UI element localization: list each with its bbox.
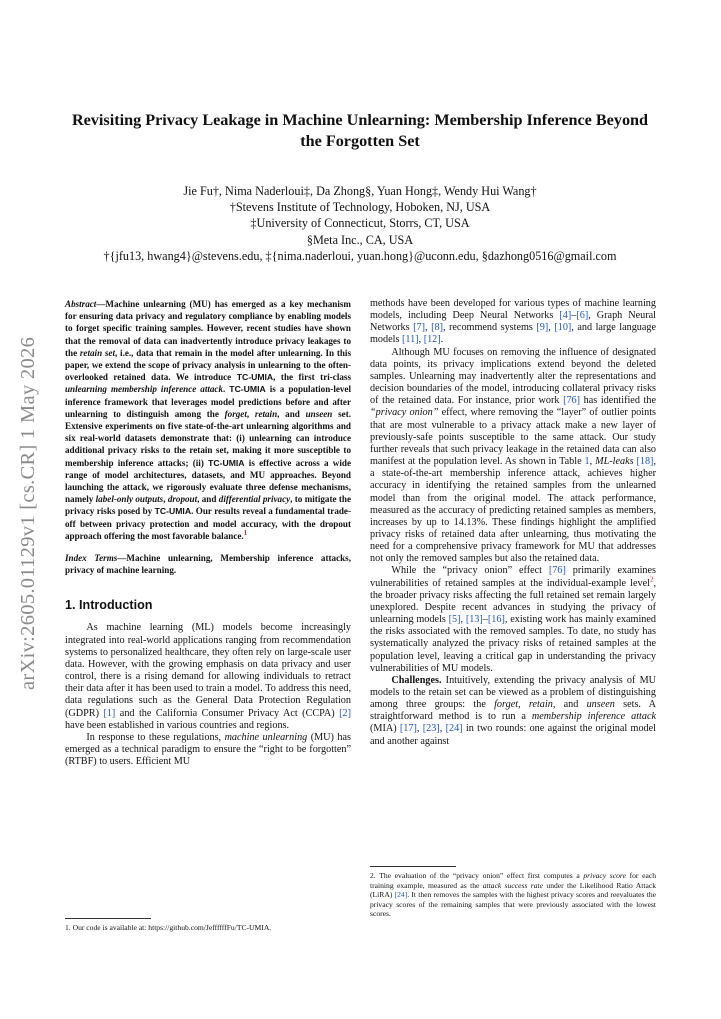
footnote-rule — [65, 918, 151, 919]
intro-paragraph-2-continued: methods have been developed for various types of machine learning models, including Deep Neural Networks [4]–[6], Graph Neural Networks [7], [8], recommend systems [9], [10], and large language models [11], [12]. — [370, 298, 657, 346]
intro-paragraph-2: In response to these regulations, machine unlearning (MU) has emerged as a technical paradigm to ensure the “right to be forgotten” (RTBF) to users. Efficient MU — [65, 731, 351, 768]
footnote-1-block — [65, 918, 351, 933]
index-terms — [65, 552, 351, 576]
author-block — [60, 183, 660, 264]
section-heading-introduction: 1. Introduction — [65, 598, 153, 613]
abstract — [65, 298, 351, 542]
right-column — [370, 298, 656, 748]
intro-paragraph-1: As machine learning (ML) models become increasingly integrated into real-world applications ranging from recommendation systems to personalized healthcare, they often rely on large-scale user data. However, with the growing emphasis on data privacy and user control, there is a rising demand for allowing individuals to retract their data after it has been used to train a model. To address this need, data regulations such as the General Data Protection Regulation (GDPR) [1] and the California Consumer Privacy Act (CCPA) [2] have been established in various countries and regions. — [65, 622, 351, 731]
abstract-body: —Machine unlearning (MU) has emerged as a key mechanism for ensuring data privacy and regulatory compliance by enabling models to forget specific training samples. However, recent studies have shown that the removal of data can inadvertently introduce privacy leakages to the retain set, i.e., data that remain in the model after unlearning. In this paper, we extend the scope of privacy analysis in unlearning to the often-overlooked retained data. We introduce TC-UMIA, the first tri-class unlearning membership inference attack. TC-UMIA is a population-level inference framework that leverages model predictions before and after unlearning to distinguish among the forget, retain, and unseen set. Extensive experiments on five state-of-the-art unlearning algorithms and six real-world datasets demonstrate that: (i) unlearning can introduce additional privacy risks to the retain set, making it more susceptible to membership inference attacks; (ii) TC-UMIA is effective across a wide range of model architectures, datasets, and MU approaches. Beyond launching the attack, we rigorously evaluate three defense mechanisms, namely label-only outputs, dropout, and differential privacy, to mitigate the privacy risks posed by TC-UMIA. Our results reveal a fundamental trade-off between privacy protection and model accuracy, with the dropout approach offering the most favorable balance.$^1$ — [65, 299, 352, 541]
left-column — [65, 298, 351, 768]
affiliation-stevens: †Stevens Institute of Technology, Hoboken, NJ, USA — [229, 200, 491, 215]
author-emails: †{jfu13, hwang4}@stevens.edu, ‡{nima.naderloui, yuan.hong}@uconn.edu, §dazhong0516@gmail.com — [103, 248, 617, 263]
abstract-lead: Abstract — [65, 299, 97, 309]
footnote-rule — [370, 866, 456, 867]
intro-paragraph-4: While the “privacy onion” effect [76] primarily examines vulnerabilities of retained samples at the individual-example level$^2$, the broader privacy risks affecting the full retained set remain largely unexplored. Despite recent advances in studying the privacy of unlearning models [5], [13]–[16], existing work has mainly examined the risks associated with the removed samples. To date, no study has systematically analyzed the privacy risks of retained samples at the population level, leaving a critical gap in understanding the privacy vulnerabilities of MU models. — [370, 565, 657, 674]
footnote-2: 2. The evaluation of the “privacy onion” effect first computes a privacy score for each training example, measured as the attack success rate under the Likelihood Ratio Attack (LiRA) [24]. It then removes the samples with the highest privacy scores and reevaluates the privacy scores of the remaining samples that were previously associated with the lowest scores. — [370, 871, 657, 918]
intro-paragraph-3: Although MU focuses on removing the influence of designated data points, its privacy implications extend beyond the deleted samples. Unlearning may inadvertently alter the representations and decision boundaries of the model, introducing collateral privacy risks of the retained data. For instance, prior work [76] has identified the “privacy onion” effect, where removing the “layer” of outlier points that are most vulnerable to a privacy attack make a new layer of previously-safe points susceptible to the same attack. Our study further reveals that such privacy leakage in the retained data can also manifest at the population level. As shown in Table 1, ML-leaks [18], a state-of-the-art membership inference attack, achieves higher accuracy in identifying the retained samples from the unlearned model than from the original model. The attack performance, measured as the accuracy of predicting retained samples as members, increases by up to 14.13%. These findings highlight the amplified privacy risks of retained data after unlearning, thus motivating the need for a comprehensive privacy framework for MU that addresses not only the removed samples but also the retained data. — [370, 346, 656, 565]
footnote-2-block — [370, 866, 656, 919]
paper-title: Revisiting Privacy Leakage in Machine Unlearning: Membership Inference Beyond the Forgotten Set — [71, 111, 649, 150]
index-terms-body: —Machine unlearning, Membership inference attacks, privacy of machine learning. — [65, 553, 351, 576]
affiliation-meta: §Meta Inc., CA, USA — [306, 232, 414, 247]
affiliation-uconn: ‡University of Connecticut, Storrs, CT, USA — [250, 216, 470, 231]
index-terms-lead: Index Terms — [65, 553, 118, 564]
footnote-1: 1. Our code is available at: https://github.com/JeffffffFu/TC-UMIA. — [65, 923, 272, 932]
challenges-paragraph: Challenges. Intuitively, extending the privacy analysis of MU models to the retain set can be viewed as a problem of distinguishing among three groups: the forget, retain, and unseen sets. A straightforward method is to run a membership inference attack (MIA) [17], [23], [24] in two rounds: one against the original model and another against — [370, 674, 657, 747]
arxiv-identifier-stamp: arXiv:2605.01129v1 [cs.CR] 1 May 2026 — [17, 336, 39, 690]
author-names: Jie Fu†, Nima Naderloui‡, Da Zhong§, Yuan Hong‡, Wendy Hui Wang† — [183, 184, 537, 198]
